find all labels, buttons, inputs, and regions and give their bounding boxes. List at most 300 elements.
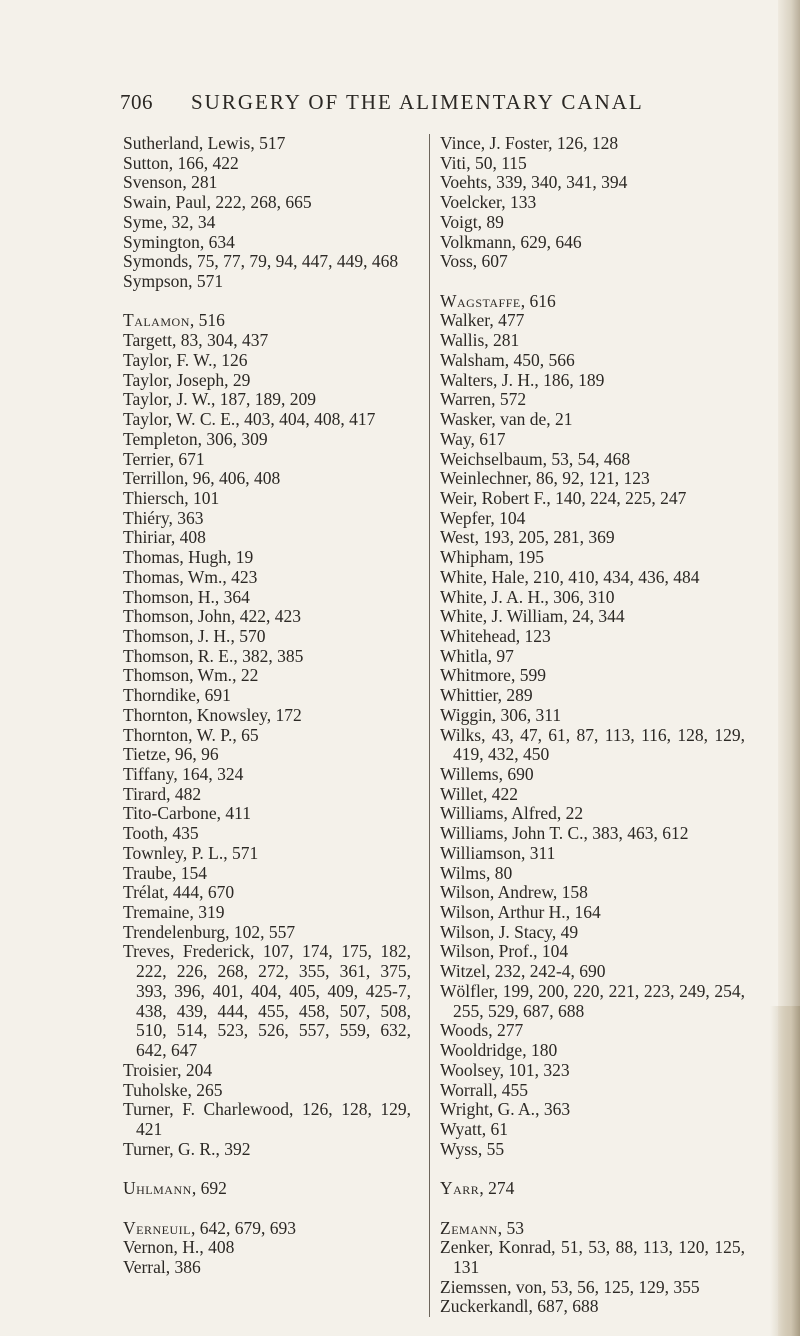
index-entry-pages: 444, 670 [172,882,235,903]
index-entry: Wasker, van de, 21 [440,409,573,430]
index-entry-pages: 671 [178,448,205,469]
index-entry-name: Wyss [440,1138,478,1159]
index-entry: Targett, 83, 304, 437 [123,330,269,351]
index-entry-pages: 86, 92, 121, 123 [536,468,650,489]
index-entry-name: Yarr [440,1178,480,1199]
index-entry-name: Whitehead [440,625,516,646]
index-entry-name: Weichselbaum [440,448,543,469]
index-entry: Syme, 32, 34 [123,211,216,232]
index-entry: Thomson, John, 422, 423 [123,606,301,627]
index-entry-name: Thomson, H. [123,586,215,607]
index-entry-pages: 386 [174,1256,201,1277]
index-entry-pages: 210, 410, 434, 436, 484 [533,566,700,587]
index-entry-pages: 691 [204,685,231,706]
index-entry: Wilms, 80 [440,862,513,883]
index-entry: Taylor, Joseph, 29 [123,369,251,390]
index-entry-name: Whittier [440,685,498,706]
index-entry: Thomson, J. H., 570 [123,625,266,646]
index-entry-pages: 29 [232,369,251,390]
index-entry-pages: 102, 557 [233,921,296,942]
index-entry-name: Voehts [440,172,488,193]
index-entry-pages: 32, 34 [171,211,216,232]
index-entry: Townley, P. L., 571 [123,842,259,863]
index-entry-pages: 158 [561,882,588,903]
index-entry-pages: 140, 224, 225, 247 [555,487,687,508]
index-entry-name: West [440,527,475,548]
index-entry: Wagstaffe, 616 [440,290,556,311]
index-entry-pages: 22 [565,803,584,824]
index-entry-name: Taylor, J. W. [123,389,212,410]
index-entry-pages: 319 [198,902,225,923]
index-entry-pages: 281 [191,172,218,193]
index-entry-pages: 339, 340, 341, 394 [496,172,628,193]
index-entry-pages: 154 [180,862,207,883]
index-entry: Trendelenburg, 102, 557 [123,921,296,942]
index-entry: Verral, 386 [123,1256,201,1277]
index-entry: Templeton, 306, 309 [123,428,268,449]
index-entry-pages: 281 [493,330,520,351]
index-entry: Zuckerkandl, 687, 688 [440,1296,599,1317]
index-entry-pages: 363 [177,507,204,528]
index-entry-name: Thomson, John [123,606,231,627]
index-entry-pages: 382, 385 [242,645,304,666]
index-entry-name: Wooldridge [440,1040,523,1061]
index-entry: Vernon, H., 408 [123,1237,235,1258]
index-entry-name: Verneuil [123,1217,191,1238]
index-entry: Tuholske, 265 [123,1079,223,1100]
index-entry: Witzel, 232, 242-4, 690 [440,961,606,982]
index-entry: Walters, J. H., 186, 189 [440,369,605,390]
index-entry-name: Thiersch [123,487,185,508]
index-entry-name: Svenson [123,172,183,193]
index-entry-name: Warren [440,389,492,410]
index-entry: Zenker, Konrad, 51, 53, 88, 113, 120, 125, 131 [440,1237,745,1277]
index-entry-pages: 392 [224,1138,251,1159]
index-entry: Warren, 572 [440,389,527,410]
index-entry: White, J. A. H., 306, 310 [440,586,615,607]
index-entry-pages: 53, 56, 125, 129, 355 [550,1276,700,1297]
index-entry-name: Ziemssen, von [440,1276,543,1297]
index-entry: Yarr, 274 [440,1178,515,1199]
index-entry: Walker, 477 [440,310,525,331]
index-entry-name: Trélat [123,882,165,903]
index-entry-name: Sutton [123,152,169,173]
index-entry: Sutton, 166, 422 [123,152,239,173]
index-entry-pages: 423 [231,566,258,587]
section-gap [123,1159,411,1179]
index-entry-name: Treves, Frederick [123,941,250,962]
index-entry-pages: 363 [543,1099,571,1120]
index-entry: Turner, F. Charlewood, 126, 128, 129, 421 [123,1099,412,1139]
index-entry: Walsham, 450, 566 [440,349,575,370]
index-entry-name: Wilson, J. Stacy [440,921,552,942]
index-entry-name: Whitla [440,645,488,666]
index-entry-pages: 571 [231,842,259,863]
index-entry-name: Thomson, R. E. [123,645,234,666]
index-entry-name: Way [440,428,471,449]
index-entry-pages: 89 [486,211,504,232]
index-entry-pages: 572 [499,389,527,410]
index-entry-pages: 126 [221,349,248,370]
index-entry-pages: 306, 310 [553,586,615,607]
index-entry-name: Thorndike [123,685,196,706]
index-entry-pages: 450, 566 [513,349,575,370]
index-entry-name: Thornton, W. P. [123,724,233,745]
index-entry: Willems, 690 [440,764,534,784]
index-entry-name: Walsham [440,349,505,370]
index-entry-pages: 104 [499,507,526,528]
index-entry-name: Wasker, van de [440,409,547,430]
index-entry-name: Thomas, Wm. [123,566,223,587]
index-entry-pages: 50, 115 [474,152,527,173]
index-entry-name: Terrier [123,448,170,469]
index-entry-pages: 104 [541,941,569,962]
index-entry-pages: 126, 128, 129, 421 [136,1099,412,1139]
index-entry-pages: 133 [509,192,537,213]
index-entry-pages: 411 [225,803,252,824]
index-entry-name: Voigt [440,211,478,232]
index-entry-name: Turner, G. R. [123,1138,216,1159]
index-entry-name: White, J. A. H. [440,586,545,607]
index-entry-pages: 172 [275,704,302,725]
index-entry-pages: 199, 200, 220, 221, 223, 249, 254, 255, 529, 687, 688 [453,980,746,1021]
index-entry-pages: 274 [488,1178,515,1199]
index-entry: Thomas, Hugh, 19 [123,547,254,568]
index-entry-name: White, J. William [440,606,564,627]
index-entry: Terrier, 671 [123,448,205,469]
index-entry-name: Wiggin [440,704,492,725]
index-entry-name: Taylor, F. W. [123,349,213,370]
index-entry: Wilson, Andrew, 158 [440,882,588,903]
index-entry: Ziemssen, von, 53, 56, 125, 129, 355 [440,1276,700,1297]
index-entry-name: Wilks [440,724,482,745]
index-entry-pages: 571 [196,271,224,292]
index-entry: Uhlmann, 692 [123,1178,227,1199]
index-entry: Wilson, Arthur H., 164 [440,902,601,923]
index-entry-name: Targett [123,330,172,351]
running-title: SURGERY OF THE ALIMENTARY CANAL [191,90,644,114]
index-entry: Weir, Robert F., 140, 224, 225, 247 [440,487,687,508]
index-entry-pages: 75, 77, 79, 94, 447, 449, 468 [196,251,399,272]
index-entry-pages: 96, 406, 408 [192,468,281,489]
index-entry-pages: 607 [481,251,508,272]
index-entry-pages: 408 [208,1237,235,1258]
index-entry-pages: 265 [196,1079,223,1100]
index-entry-pages: 97 [496,645,514,666]
index-entry-name: Thomson, Wm. [123,665,233,686]
index-entry-pages: 289 [506,685,533,706]
index-entry: Thorndike, 691 [123,685,231,706]
index-entry-name: Willet [440,783,484,804]
index-entry-pages: 222, 268, 665 [215,192,312,213]
index-entry-name: Verral [123,1256,166,1277]
index-entry-name: Wright, G. A. [440,1099,536,1120]
index-entry: Swain, Paul, 222, 268, 665 [123,192,312,213]
index-entry: Worrall, 455 [440,1079,529,1100]
index-entry-name: Trendelenburg [123,921,226,942]
index-entry-pages: 24, 344 [572,606,625,627]
index-entry: Turner, G. R., 392 [123,1138,251,1159]
index-entry: Weinlechner, 86, 92, 121, 123 [440,468,650,489]
index-entry: Woolsey, 101, 323 [440,1059,570,1080]
index-entry-name: Wagstaffe [440,290,521,311]
index-entry-name: Wilson, Arthur H. [440,902,566,923]
index-entry: Wyatt, 61 [440,1118,508,1139]
index-entry-name: Taylor, Joseph [123,369,225,390]
index-entry: Zemann, 53 [440,1217,524,1238]
index-entry-name: Wyatt [440,1118,482,1139]
index-entry-pages: 422, 423 [239,606,301,627]
index-entry: Wölfler, 199, 200, 220, 221, 223, 249, 254, 255, 529, 687, 688 [440,980,746,1021]
index-entry: Weichselbaum, 53, 54, 468 [440,448,631,469]
index-entry-pages: 383, 463, 612 [592,823,689,844]
index-entry-pages: 43, 47, 61, 87, 113, 116, 128, 129, 419, 432, 450 [453,724,746,765]
index-entry-name: Whitmore [440,665,511,686]
index-entry-name: Swain, Paul [123,192,207,213]
index-entry-name: Volkmann [440,231,512,252]
index-entry-name: White, Hale [440,566,525,587]
index-entry: Wiggin, 306, 311 [440,704,562,725]
index-entry-pages: 164 [574,902,601,923]
index-entry-name: Traube [123,862,172,883]
page-edge-discoloration [770,1006,800,1336]
index-entry: Thiéry, 363 [123,507,204,528]
index-entry-name: Uhlmann [123,1178,192,1199]
index-entry-pages: 277 [496,1020,524,1041]
index-entry-pages: 51, 53, 88, 113, 120, 125, 131 [453,1237,745,1277]
index-entry-pages: 634 [208,231,235,252]
index-entry: Viti, 50, 115 [440,152,527,173]
index-entry: White, Hale, 210, 410, 434, 436, 484 [440,566,700,587]
index-entry-pages: 311 [529,842,556,863]
index-entry-pages: 690 [507,764,534,784]
index-entry-pages: 80 [494,862,513,883]
index-entry: Treves, Frederick, 107, 174, 175, 182, 222, 226, 268, 272, 355, 361, 375, 393, 396, 401, 404, 405, 409, 425-7, 438, 439, 444, 455, 458, 507, 508, 510, 514, 523, 526, 557, 559, 632, 642, 647 [123,941,412,1061]
index-entry: Voelcker, 133 [440,192,537,213]
index-entry-name: Williams, John T. C. [440,823,584,844]
index-entry-name: Zemann [440,1217,498,1238]
index-entry: Wallis, 281 [440,330,520,351]
index-entry: Troisier, 204 [123,1059,213,1080]
index-entry-name: Sympson [123,271,189,292]
index-entry: Wright, G. A., 363 [440,1099,571,1120]
index-entry-pages: 107, 174, 175, 182, 222, 226, 268, 272, 355, 361, 375, 393, 396, 401, 404, 405, 409, 425-7, 438, 439, 444, 455, 458, 507, 508, 510, 514, 523, 526, 557, 559, 632, 642, 647 [136,941,412,1061]
index-entry-name: Tremaine [123,902,190,923]
index-entry-pages: 435 [172,823,199,844]
index-entry-pages: 204 [185,1059,213,1080]
index-entry: Thomson, H., 364 [123,586,250,607]
index-entry-pages: 49 [560,921,579,942]
index-entry-pages: 629, 646 [520,231,582,252]
index-entry-pages: 166, 422 [177,152,239,173]
index-entry-name: Witzel [440,961,486,982]
index-entry: Whittier, 289 [440,685,533,706]
index-entry: Tiffany, 164, 324 [123,764,244,784]
index-entry-pages: 422 [491,783,519,804]
index-entry: Taylor, W. C. E., 403, 404, 408, 417 [123,409,376,430]
index-entry-pages: 187, 189, 209 [219,389,317,410]
index-entry: Willet, 422 [440,783,519,804]
index-entry-pages: 21 [555,409,573,430]
index-entry-name: Tooth [123,823,164,844]
index-entry-name: Wilms [440,862,486,883]
index-entry: Verneuil, 642, 679, 693 [123,1217,296,1238]
index-entry: Tietze, 96, 96 [123,744,219,765]
index-entry-pages: 61 [490,1118,508,1139]
index-entry-pages: 101 [192,487,220,508]
index-entry-name: Zenker, Konrad [440,1237,552,1258]
index-entry-name: Thornton, Knowsley [123,704,267,725]
index-entry-pages: 65 [241,724,259,745]
index-entry-name: Sutherland, Lewis [123,133,251,153]
index-entry: Tirard, 482 [123,783,202,804]
index-entry: Taylor, J. W., 187, 189, 209 [123,389,317,410]
index-entry-name: Tito-Carbone [123,803,217,824]
index-entry-pages: 19 [235,547,254,568]
index-entry: Wepfer, 104 [440,507,526,528]
index-entry-name: Wilson, Prof. [440,941,534,962]
index-entry-name: Whipham [440,547,510,568]
index-entry-name: Thiriar [123,527,171,548]
index-entry: Sympson, 571 [123,271,224,292]
index-entry-name: Tietze [123,744,167,765]
index-entry: Wyss, 55 [440,1138,505,1159]
index-entry-name: Woods [440,1020,489,1041]
index-entry: Voss, 607 [440,251,508,272]
page-number: 706 [120,90,153,114]
index-entry-name: Viti [440,152,467,173]
index-entry-pages: 482 [174,783,202,804]
index-entry-pages: 101, 323 [508,1059,570,1080]
index-entry: Thomas, Wm., 423 [123,566,258,587]
index-entry-name: Voss [440,251,473,272]
index-entry-name: Symonds [123,251,189,272]
index-entry: Symonds, 75, 77, 79, 94, 447, 449, 468 [123,251,399,272]
index-entry-name: Syme [123,211,163,232]
index-entry: Thiersch, 101 [123,487,220,508]
index-entry-pages: 83, 304, 437 [180,330,269,351]
index-entry-pages: 477 [498,310,525,331]
index-entry-name: Weir, Robert F. [440,487,547,508]
index-entry: Volkmann, 629, 646 [440,231,582,252]
index-entry-name: Tiffany [123,764,174,784]
index-entry: Tremaine, 319 [123,902,225,923]
index-entry-name: Templeton [123,428,198,449]
section-gap [123,1199,411,1219]
index-entry-pages: 306, 309 [206,428,268,449]
index-entry: Wilson, Prof., 104 [440,941,569,962]
index-entry: Thornton, Knowsley, 172 [123,704,302,725]
index-entry: Woods, 277 [440,1020,524,1041]
index-entry: Sutherland, Lewis, 517 [123,133,286,153]
index-entry: White, J. William, 24, 344 [440,606,625,627]
index-entry-name: Willems [440,764,499,784]
section-gap [440,1159,745,1179]
index-entry-pages: 642, 679, 693 [199,1217,296,1238]
index-entry: Whitehead, 123 [440,625,551,646]
index-entry-name: Woolsey [440,1059,500,1080]
index-entry-name: Williamson [440,842,521,863]
index-entry: Taylor, F. W., 126 [123,349,248,370]
index-entry-pages: 455 [501,1079,529,1100]
section-gap [123,292,411,312]
running-header [120,90,700,115]
index-entry: Wilks, 43, 47, 61, 87, 113, 116, 128, 129, 419, 432, 450 [440,724,746,765]
index-entry: Trélat, 444, 670 [123,882,235,903]
index-entry-name: Townley, P. L. [123,842,224,863]
index-entry-name: Terrillon [123,468,184,489]
index-entry-pages: 408 [179,527,206,548]
index-entry-pages: 126, 128 [556,133,619,153]
index-entry: Terrillon, 96, 406, 408 [123,468,281,489]
index-column-right [429,134,745,1317]
index-entry-name: Vernon, H. [123,1237,200,1258]
index-entry: Tooth, 435 [123,823,199,844]
index-entry: Svenson, 281 [123,172,218,193]
index-entry: Williamson, 311 [440,842,556,863]
index-entry-name: Thomas, Hugh [123,547,228,568]
index-entry-pages: 53 [506,1217,524,1238]
index-entry-pages: 687, 688 [537,1296,599,1317]
index-entry-pages: 306, 311 [500,704,562,725]
index-entry: Williams, Alfred, 22 [440,803,584,824]
index-entry-pages: 517 [259,133,286,153]
index-entry: Thiriar, 408 [123,527,206,548]
index-entry: Thornton, W. P., 65 [123,724,259,745]
index-entry-pages: 616 [529,290,556,311]
index-entry-pages: 180 [530,1040,558,1061]
index-entry: Voigt, 89 [440,211,504,232]
index-entry-pages: 186, 189 [543,369,605,390]
index-entry-pages: 96, 96 [174,744,219,765]
index-entry-pages: 22 [240,665,259,686]
index-entry-name: Wilson, Andrew [440,882,553,903]
index-entry-name: Walker [440,310,490,331]
index-entry-name: Wölfler [440,980,494,1001]
index-entry-pages: 364 [223,586,250,607]
index-entry-pages: 164, 324 [182,764,244,784]
index-entry: Thomson, Wm., 22 [123,665,259,686]
index-entry-name: Turner, F. Charlewood [123,1099,290,1120]
index-entry-pages: 53, 54, 468 [551,448,631,469]
index-entry-pages: 193, 205, 281, 369 [483,527,615,548]
index-entry: Thomson, R. E., 382, 385 [123,645,304,666]
index-entry: Whipham, 195 [440,547,545,568]
index-entry-pages: 123 [524,625,551,646]
index-entry: Wooldridge, 180 [440,1040,558,1061]
index-entry-name: Troisier [123,1059,178,1080]
section-gap [440,272,745,292]
index-entry-pages: 617 [479,428,506,449]
index-entry: West, 193, 205, 281, 369 [440,527,615,548]
index-entry: Way, 617 [440,428,506,449]
index-entry: Traube, 154 [123,862,207,883]
index-entry-name: Symington [123,231,200,252]
index-entry-pages: 570 [239,625,266,646]
index-entry: Voehts, 339, 340, 341, 394 [440,172,628,193]
index-entry-name: Williams, Alfred [440,803,557,824]
index-column-left [123,134,411,1278]
index-entry-name: Talamon [123,310,190,331]
index-entry: Symington, 634 [123,231,235,252]
index-entry-pages: 403, 404, 408, 417 [244,409,376,430]
index-entry-name: Wepfer [440,507,491,528]
index-entry-pages: 232, 242-4, 690 [494,961,606,982]
index-entry-name: Wallis [440,330,485,351]
index-entry-name: Walters, J. H. [440,369,535,390]
index-entry-name: Zuckerkandl [440,1296,529,1317]
index-entry-name: Taylor, W. C. E. [123,409,236,430]
